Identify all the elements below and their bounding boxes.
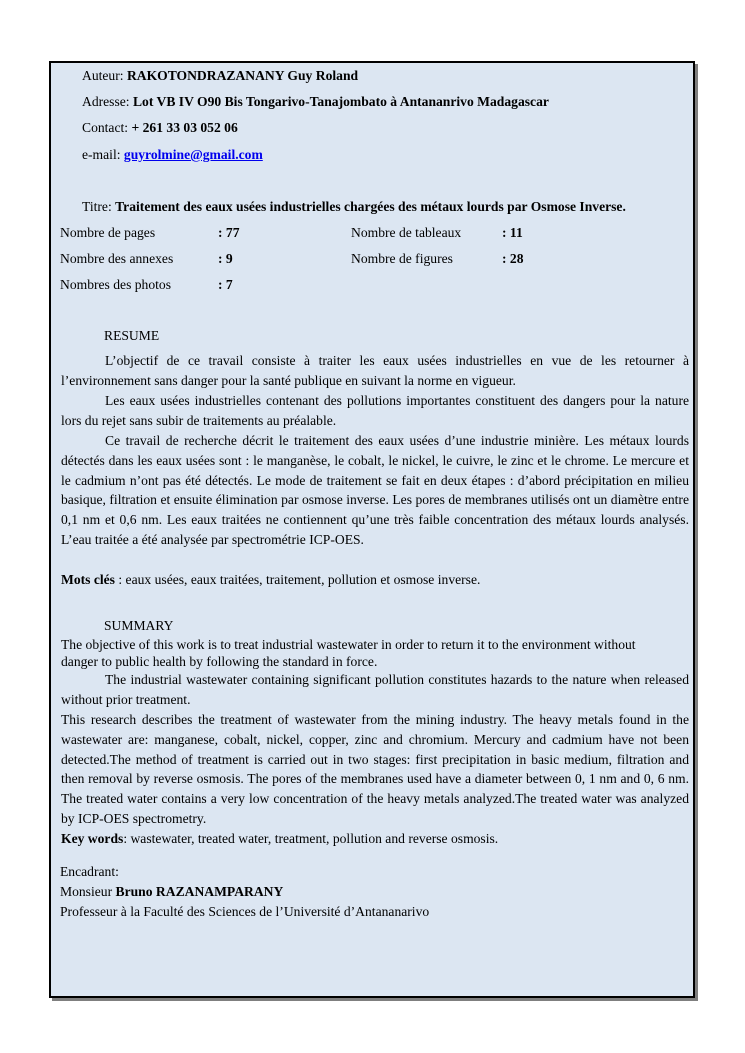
summary-keywords-value: : wastewater, treated water, treatment, pollution and reverse osmosis.: [123, 831, 499, 846]
resume-keywords: [61, 570, 689, 590]
supervisor-name: Bruno RAZANAMPARANY: [115, 884, 284, 899]
tables-label: Nombre de tableaux: [351, 225, 462, 240]
summary-heading: SUMMARY: [104, 618, 174, 633]
resume-heading: RESUME: [104, 328, 160, 343]
address-line: [82, 92, 549, 112]
author-line: [82, 66, 358, 86]
author-label: Auteur:: [82, 68, 127, 83]
resume-paragraph-2: Les eaux usées industrielles contenant des pollutions importantes constituent des dangers pour la nature lors du rejet sans subir de traitements au préalable.: [61, 393, 689, 428]
figures-label: Nombre de figures: [351, 251, 453, 266]
resume-keywords-value: : eaux usées, eaux traitées, traitement, pollution et osmose inverse.: [114, 572, 481, 587]
email-label: e-mail:: [82, 147, 124, 162]
address-label: Adresse:: [82, 94, 133, 109]
summary-paragraph-3: This research describes the treatment of wastewater from the mining industry. The heavy metals found in the wastewater are: manganese, cobalt, nickel, copper, zinc and chromium. Mercury and cadmium have not been detected.The method of treatment is carried out in two stages: first precipitation in basic medium, filtration and then removal by reverse osmosis. The pores of the membranes used have a diameter between 0, 1 nm and 0, 6 nm. The treated water contains a very low concentration of the heavy metals analyzed.The treated water was analyzed by ICP-OES spectrometry.: [61, 712, 689, 826]
resume-paragraph-1: L’objectif de ce travail consiste à traiter les eaux usées industrielles en vue de les retourner à l’environnement sans danger pour la santé publique en suivant la norme en vigueur.: [61, 353, 689, 388]
summary-paragraph-1: The objective of this work is to treat industrial wastewater in order to return it to the environment without danger to public health by following the standard in force.: [61, 637, 636, 669]
supervisor-label: Encadrant:: [60, 864, 119, 879]
photos-value: : 7: [218, 277, 233, 292]
summary-paragraph-2: The industrial wastewater containing significant pollution constitutes hazards to the nature when released without prior treatment.: [61, 672, 689, 707]
email-line: [82, 145, 263, 165]
pages-value: : 77: [218, 225, 240, 240]
supervisor-position: Professeur à la Faculté des Sciences de l’Université d’Antananarivo: [60, 904, 430, 919]
annexes-label: Nombre des annexes: [60, 251, 174, 266]
annexes-value: : 9: [218, 251, 233, 266]
author-value: RAKOTONDRAZANANY Guy Roland: [126, 68, 359, 83]
contact-label: Contact:: [82, 120, 132, 135]
figures-value: : 28: [502, 251, 524, 266]
resume-paragraph-3: Ce travail de recherche décrit le traitement des eaux usées d’une industrie minière. Les métaux lourds détectés dans les eaux usées sont : le manganèse, le cobalt, le nickel, le cuivre, le zinc et le chrome. Le mercure et le cadmium n’ont pas été détectés. Le mode de traitement se fait en deux étapes : d’abord précipitation en milieu basique, filtration et ensuite élimination par osmose inverse. Les pores de membranes utilisés ont un diamètre entre 0,1 nm et 0,6 nm. Les eaux traitées ne contiennent qu’une très faible concentration des métaux lourds analysés. L’eau traitée a été analysée par spectrométrie ICP-OES.: [61, 433, 689, 547]
pages-label: Nombre de pages: [60, 225, 156, 240]
resume-keywords-label: Mots clés: [61, 572, 115, 587]
title-value: Traitement des eaux usées industrielles chargées des métaux lourds par Osmose Inverse.: [115, 199, 626, 214]
tables-value: : 11: [502, 225, 523, 240]
email-link[interactable]: guyrolmine@gmail.com: [123, 147, 263, 162]
photos-label: Nombres des photos: [60, 277, 172, 292]
supervisor-name-line: [60, 882, 283, 902]
document-frame: [49, 61, 695, 998]
title-line: [82, 197, 626, 217]
summary-keywords: [61, 829, 689, 849]
contact-value: + 261 33 03 052 06: [131, 120, 238, 135]
contact-line: [82, 118, 238, 138]
summary-keywords-label: Key words: [61, 831, 124, 846]
title-label: Titre:: [82, 199, 116, 214]
supervisor-prefix: Monsieur: [60, 884, 116, 899]
address-value: Lot VB IV O90 Bis Tongarivo-Tanajombato à Antananrivo Madagascar: [132, 94, 549, 109]
